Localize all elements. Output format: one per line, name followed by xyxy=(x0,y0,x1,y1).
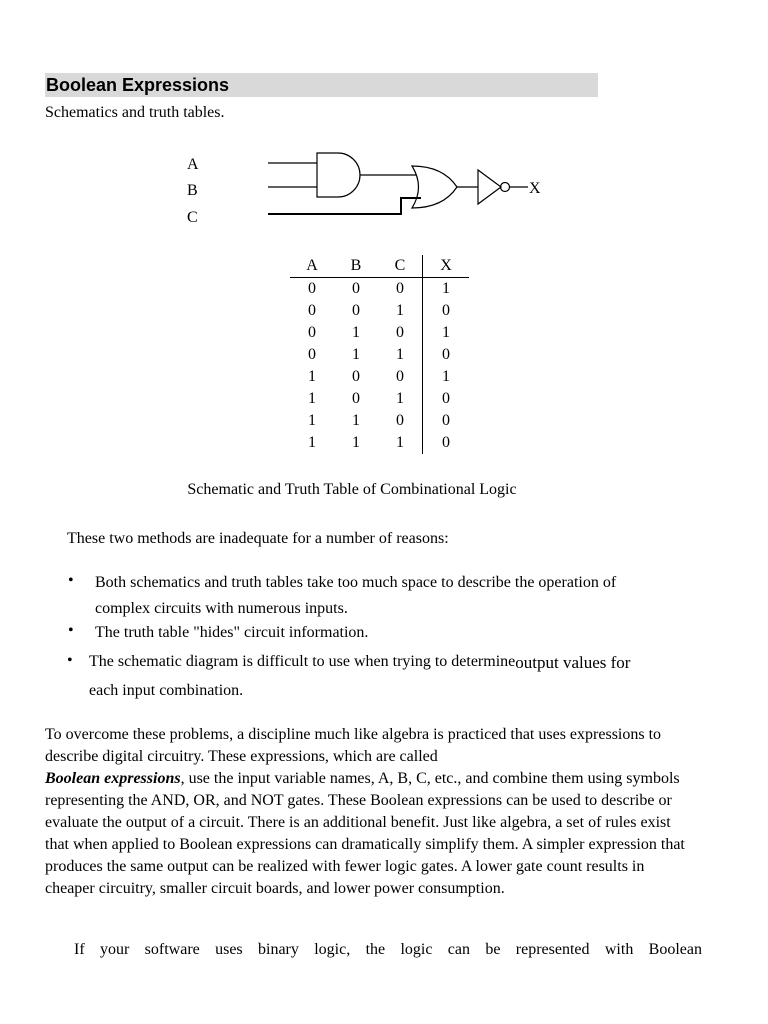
input-label-b: B xyxy=(187,182,198,199)
subtitle: Schematics and truth tables. xyxy=(45,104,225,121)
output-label-x: X xyxy=(529,180,541,197)
table-row xyxy=(290,432,469,454)
cell: 0 xyxy=(423,344,470,366)
cell: 0 xyxy=(396,280,404,297)
cell: 1 xyxy=(308,390,316,407)
cell: 0 xyxy=(423,410,470,432)
cell: 1 xyxy=(352,412,360,429)
bullet-1-line-1: Both schematics and truth tables take too much space to describe the operation of xyxy=(95,574,617,591)
cell: 0 xyxy=(308,302,316,319)
cell: 0 xyxy=(396,368,404,385)
body-paragraph xyxy=(45,724,685,900)
cell: 0 xyxy=(308,346,316,363)
table-row xyxy=(290,278,469,301)
bullet-3-part-1: The schematic diagram is difficult to use when trying to determine xyxy=(89,653,516,670)
cell: 0 xyxy=(423,300,470,322)
header-c: C xyxy=(378,255,423,278)
table-row xyxy=(290,366,469,388)
intro-text: These two methods are inadequate for a number of reasons: xyxy=(67,530,449,547)
cell: 0 xyxy=(423,388,470,410)
cell: 1 xyxy=(352,434,360,451)
cell: 1 xyxy=(308,412,316,429)
truth-table xyxy=(290,255,469,454)
cell: 0 xyxy=(352,280,360,297)
bullet-dot: • xyxy=(68,622,74,639)
cell: 1 xyxy=(423,322,470,344)
closing-line xyxy=(45,941,702,959)
bullet-1-line-2: complex circuits with numerous inputs. xyxy=(95,600,348,617)
bullet-dot: • xyxy=(68,572,74,589)
paragraph-rest: , use the input variable names, A, B, C, etc., and combine them using symbols representing the AND, OR, and NOT gates. These Boolean expressions can be used to describe or evaluate the output of a circuit. There is an additional benefit. Just like algebra, a set of rules exist that when applied to Boolean expressions can dramatically simplify them. A simpler expression that produces the same output can be realized with fewer logic gates. A lower gate count results in cheaper circuitry, smaller circuit boards, and lower power consumption. xyxy=(45,770,685,897)
or-gate-shape xyxy=(412,166,457,208)
table-row xyxy=(290,388,469,410)
cell: 1 xyxy=(308,434,316,451)
and-gate-shape xyxy=(317,153,360,197)
closing-line-text: If your software uses binary logic, the logic can be represented with Boolean xyxy=(74,941,702,958)
cell: 0 xyxy=(396,324,404,341)
table-row xyxy=(290,322,469,344)
input-label-a: A xyxy=(187,156,199,173)
header-a: A xyxy=(290,255,334,278)
not-gate-shape xyxy=(478,170,501,204)
truth-table-header xyxy=(290,255,469,278)
cell: 1 xyxy=(308,368,316,385)
bullet-3-line-2: each input combination. xyxy=(89,682,244,699)
cell: 0 xyxy=(352,302,360,319)
cell: 1 xyxy=(352,324,360,341)
table-row xyxy=(290,300,469,322)
header-b: B xyxy=(334,255,378,278)
cell: 1 xyxy=(396,434,404,451)
section-heading: Boolean Expressions xyxy=(45,73,598,97)
header-x: X xyxy=(423,255,470,278)
cell: 0 xyxy=(396,412,404,429)
cell: 0 xyxy=(308,280,316,297)
cell: 1 xyxy=(396,346,404,363)
bullet-3-line-1 xyxy=(89,648,630,675)
cell: 1 xyxy=(423,366,470,388)
boolean-expressions-term: Boolean expressions xyxy=(45,770,181,787)
bullet-3-part-2: output values for xyxy=(515,653,631,672)
input-label-c: C xyxy=(187,209,198,226)
cell: 0 xyxy=(352,368,360,385)
cell: 1 xyxy=(396,302,404,319)
wire-c xyxy=(268,198,421,214)
bullet-2: The truth table "hides" circuit information. xyxy=(95,624,369,641)
cell: 1 xyxy=(396,390,404,407)
table-row xyxy=(290,410,469,432)
logic-schematic xyxy=(265,148,555,220)
bullet-dot: • xyxy=(67,652,73,669)
table-row xyxy=(290,344,469,366)
cell: 0 xyxy=(308,324,316,341)
cell: 0 xyxy=(352,390,360,407)
cell: 1 xyxy=(352,346,360,363)
paragraph-lead: To overcome these problems, a discipline much like algebra is practiced that uses expressions to describe digital circuitry. These expressions, which are called xyxy=(45,726,662,765)
cell: 0 xyxy=(423,432,470,454)
figure-caption: Schematic and Truth Table of Combinational Logic xyxy=(187,481,517,498)
cell: 1 xyxy=(423,278,470,301)
